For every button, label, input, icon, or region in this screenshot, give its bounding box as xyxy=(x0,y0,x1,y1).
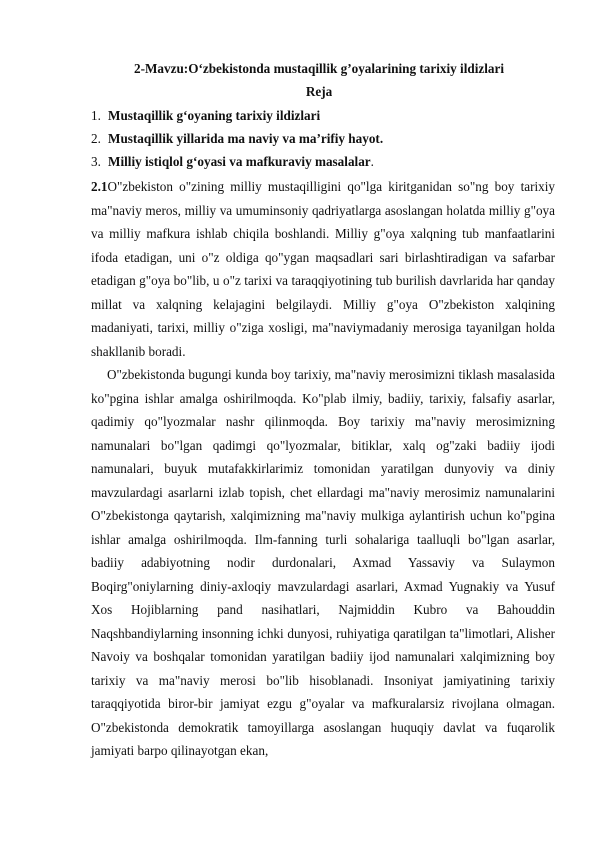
paragraph-2: O"zbekistonda bugungi kunda boy tarixiy, ma"naviy merosimizni tiklash masalasida ko"pgina ishlar amalga oshirilmoqda. Ko"plab ilmiy, badiiy, tarixiy, falsafiy asarlar, qadimiy qo"lyozmalar nashr qilinmoqda. Boy tarixiy ma"naviy merosimizning namunalari bo"lgan qadimgi qo"lyozmalar, bitiklar, xalq og"zaki badiiy ijodi namunalari, buyuk mutafakkirlarimiz tomonidan yaratilgan dunyoviy va diniy mavzulardagi asarlarni izlab topish, chet ellardagi ma"naviy merosimiz namunalarini O"zbekistonga qaytarish, xalqimizning ma"naviy mulkiga aylantirish uchun ko"pgina ishlar amalga oshirilmoqda. Ilm-fanning turli sohalariga taalluqli bo"lgan asarlar, badiiy adabiyotning nodir durdonalari, Axmad Yassaviy va Sulaymon Boqirg"oniylarning diniy-axloqiy mavzulardagi asarlari, Axmad Yugnakiy va Yusuf Xos Hojiblarning pand nasihatlari, Najmiddin Kubro va Bahouddin Naqshbandiylarning insonning ichki dunyosi, ruhiyatiga qaratilgan ta"limotlari, Alisher Navoiy va boshqalar tomonidan yaratilgan badiiy ijod namunalari xalqimizning boy tarixiy va ma"naviy merosi bo"lib hisoblanadi. Insoniyat jamiyatining tarixiy taraqqiyotida biror-bir jamiyat ezgu g"oyalar va mafkuralarsiz rivojlana olmagan. O"zbekistonda demokratik tamoyillarga asoslangan huquqiy davlat va fuqarolik jamiyati barpo qilinayotgan ekan, xyxy=(91,367,555,758)
paragraph-1 xyxy=(91,175,555,363)
body-text xyxy=(91,175,555,763)
plan-item-number: 2. xyxy=(91,131,101,146)
plan-item xyxy=(91,150,561,173)
plan-list xyxy=(91,104,561,173)
plan-item-text: Mustaqillik g‘oyaning tarixiy ildizlari xyxy=(108,108,321,123)
plan-item-text: Milliy istiqlol g‘oyasi va mafkuraviy masalalar xyxy=(108,154,371,169)
plan-heading: Reja xyxy=(305,84,333,99)
page-title: 2-Mavzu:O‘zbekistonda mustaqillik g’oyalarining tarixiy ildizlari xyxy=(134,61,504,76)
paragraph-1-lead: 2.1 xyxy=(91,179,108,194)
plan-item-text: Mustaqillik yillarida ma naviy va ma’rifiy hayot. xyxy=(108,131,384,146)
paragraph-1-text: O"zbekiston o"zining milliy mustaqilligini qo"lga kiritganidan so"ng boy tarixiy ma"naviy meros, milliy va umuminsoniy qadriyatlarga asoslangan holatda milliy g"oya va milliy mafkura ishlab chiqila boshlandi. Milliy g"oya xalqning tub manfaatlarini ifoda etadigan, uni o"z oldiga qo"ygan maqsadlari sari birlashtiradigan va safarbar etadigan g"oya bo"lib, u o"z tarixi va taraqqiyotining tub burilish davrlarida har qanday millat va xalqning kelajagini belgilaydi. Milliy g"oya O"zbekiston xalqining madaniyati, tarixi, milliy o"ziga xosligi, ma"naviymadaniy merosiga tayanilgan holda shakllanib boradi. xyxy=(91,179,555,359)
plan-item-number: 3. xyxy=(91,154,101,169)
plan-item-number: 1. xyxy=(91,108,101,123)
plan-item-suffix: . xyxy=(370,154,374,169)
plan-item xyxy=(91,127,561,150)
plan-item xyxy=(91,104,561,127)
